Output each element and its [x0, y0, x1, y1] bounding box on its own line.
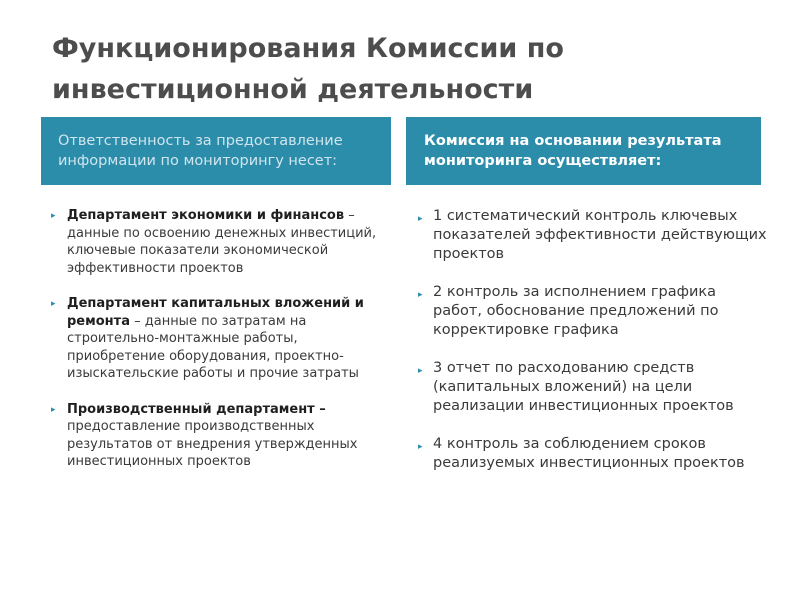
department-duty: – данные по освоению денежных инвестиций, ключевые показатели экономической эффективности проектов: [67, 208, 377, 276]
department-name: Департамент экономики и финансов: [67, 208, 345, 223]
slide-title: Функционирования Комиссии по инвестиционной деятельности: [52, 33, 564, 105]
commission-actions-list: [418, 207, 768, 473]
list-item: [51, 295, 391, 383]
action-text: 3 отчет по расходованию средств (капитальных вложений) на цели реализации инвестиционных проектов: [433, 360, 734, 414]
list-item: [418, 359, 768, 416]
bullet-arrow-icon: ▸: [418, 214, 423, 224]
list-item: [51, 207, 391, 277]
list-item: [418, 435, 768, 473]
responsibility-list: [51, 207, 391, 471]
bullet-arrow-icon: ▸: [418, 366, 423, 376]
list-item: [51, 401, 391, 471]
bullet-arrow-icon: ▸: [51, 299, 56, 309]
bullet-arrow-icon: ▸: [51, 211, 56, 221]
bullet-arrow-icon: ▸: [418, 290, 423, 300]
list-item: [418, 283, 768, 340]
bullet-arrow-icon: ▸: [418, 442, 423, 452]
right-column-header: Комиссия на основании результата мониторинга осуществляет:: [406, 117, 761, 185]
bullet-arrow-icon: ▸: [51, 404, 56, 415]
left-column-header: Ответственность за предоставление информации по мониторингу несет:: [41, 117, 391, 185]
action-text: 1 систематический контроль ключевых показателей эффективности действующих проектов: [433, 208, 767, 262]
action-text: 4 контроль за соблюдением сроков реализуемых инвестиционных проектов: [433, 436, 745, 471]
action-text: 2 контроль за исполнением графика работ, обоснование предложений по корректировке графика: [433, 284, 719, 338]
department-name: Департамент капитальных вложений и ремонта: [67, 296, 364, 329]
department-duty: – данные по затратам на строительно-монтажные работы, приобретение оборудования, проектно-изыскательские работы и прочие затраты: [67, 313, 359, 381]
department-duty: предоставление производственных результатов от внедрения утвержденных инвестиционных проектов: [67, 419, 358, 469]
department-name: Производственный департамент –: [67, 401, 326, 417]
list-item: [418, 207, 768, 264]
